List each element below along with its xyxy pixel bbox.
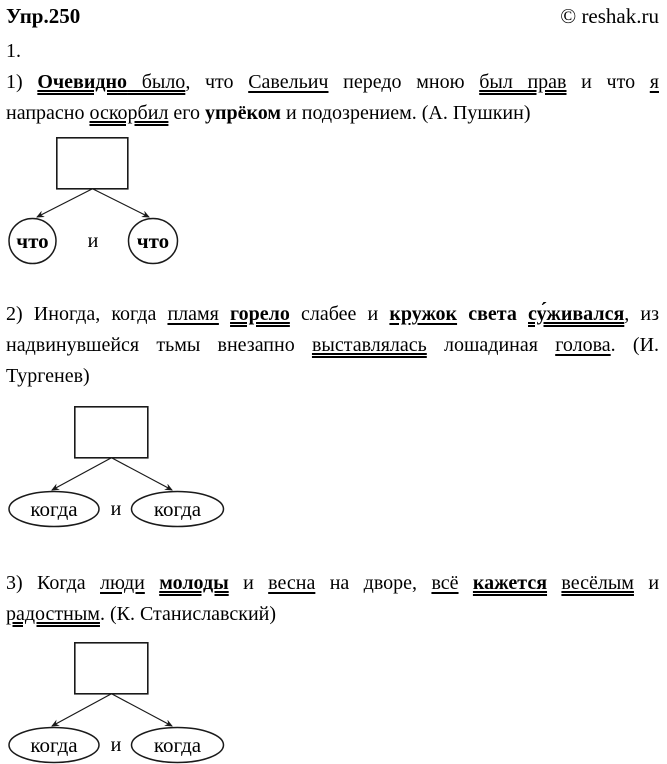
scheme-diagram-3	[6, 640, 236, 764]
text-segment: света	[468, 303, 517, 325]
text-segment	[459, 572, 473, 594]
text-segment: , что	[185, 71, 249, 93]
oval-label-right: что	[136, 229, 170, 253]
text-segment: голова	[555, 334, 611, 356]
text-line	[6, 98, 659, 129]
text-line	[6, 568, 659, 599]
oval-label-left: что	[16, 229, 49, 253]
text-segment: весёлым	[561, 572, 634, 594]
text-segment	[547, 572, 561, 594]
text-segment: горело	[230, 303, 290, 325]
text-segment: я	[649, 71, 659, 93]
text-segment	[219, 303, 230, 325]
text-segment: его	[168, 102, 206, 124]
text-segment	[457, 303, 468, 325]
text-line	[6, 330, 659, 361]
main-clause-box	[57, 138, 128, 189]
text-segment: , из	[624, 303, 660, 325]
text-segment: . (И.	[610, 334, 660, 356]
site-copyright: © reshak.ru	[560, 4, 659, 28]
text-segment: был прав	[479, 71, 567, 93]
text-segment: люди	[100, 572, 145, 594]
text-segment: передо мною	[328, 71, 480, 93]
page-header	[6, 3, 659, 29]
text-segment: пламя	[167, 303, 219, 325]
text-segment: Савельич	[248, 71, 329, 93]
text-segment	[517, 303, 528, 325]
section-number: 1.	[6, 40, 21, 62]
conjunction-label: и	[87, 230, 99, 252]
text-segment: и что	[566, 71, 650, 93]
text-segment: . (К. Станиславский)	[99, 603, 277, 625]
text-segment: Очевидно	[37, 71, 128, 93]
conjunction-label: и	[110, 498, 122, 520]
oval-label-left: когда	[30, 497, 78, 521]
text-segment: надвинувшейся тьмы внезапно	[6, 334, 312, 356]
text-segment: 1)	[6, 71, 38, 93]
text-segment: оскорбил	[89, 102, 169, 124]
text-line	[6, 299, 659, 330]
sentence-2	[6, 299, 659, 392]
conjunction-label: и	[110, 734, 122, 756]
exercise-number: Упр.250	[6, 4, 81, 28]
text-segment: всё	[431, 572, 459, 594]
sentence-1	[6, 67, 659, 129]
oval-label-right: когда	[153, 497, 202, 521]
scheme-diagram-2	[6, 404, 236, 528]
text-line	[6, 67, 659, 98]
main-clause-box	[75, 407, 148, 458]
text-segment: и	[633, 572, 660, 594]
text-segment: слабее и	[289, 303, 390, 325]
text-segment: упрёком	[205, 102, 282, 124]
text-segment: было	[127, 71, 186, 93]
arrow-left-icon	[37, 189, 92, 217]
arrow-left-icon	[52, 458, 111, 490]
arrow-right-icon	[112, 694, 172, 726]
text-segment: на дворе,	[315, 572, 432, 594]
text-segment: кажется	[472, 572, 548, 594]
text-segment: су́живался	[528, 303, 625, 325]
text-segment: Тургенев)	[6, 365, 90, 387]
text-segment: и	[228, 572, 269, 594]
arrow-right-icon	[112, 458, 172, 490]
oval-label-left: когда	[30, 733, 78, 757]
text-segment: 2) Иногда, когда	[6, 303, 168, 325]
oval-label-right: когда	[153, 733, 202, 757]
text-line	[6, 599, 659, 630]
text-segment	[145, 572, 159, 594]
scheme-diagram-1	[6, 134, 226, 266]
text-segment: кружок	[389, 303, 458, 325]
text-segment: радостным	[6, 603, 100, 625]
text-segment: весна	[268, 572, 316, 594]
text-segment: молоды	[159, 572, 229, 594]
main-clause-box	[75, 643, 148, 694]
text-line	[6, 361, 659, 392]
text-segment: 3) Когда	[6, 572, 101, 594]
arrow-left-icon	[52, 694, 111, 726]
text-segment: лошадиная	[426, 334, 556, 356]
text-segment: напрасно	[6, 102, 90, 124]
text-segment: выставлялась	[311, 334, 427, 356]
arrow-right-icon	[93, 189, 149, 217]
sentence-3	[6, 568, 659, 630]
text-segment: и подозрением. (А. Пушкин)	[281, 102, 531, 124]
